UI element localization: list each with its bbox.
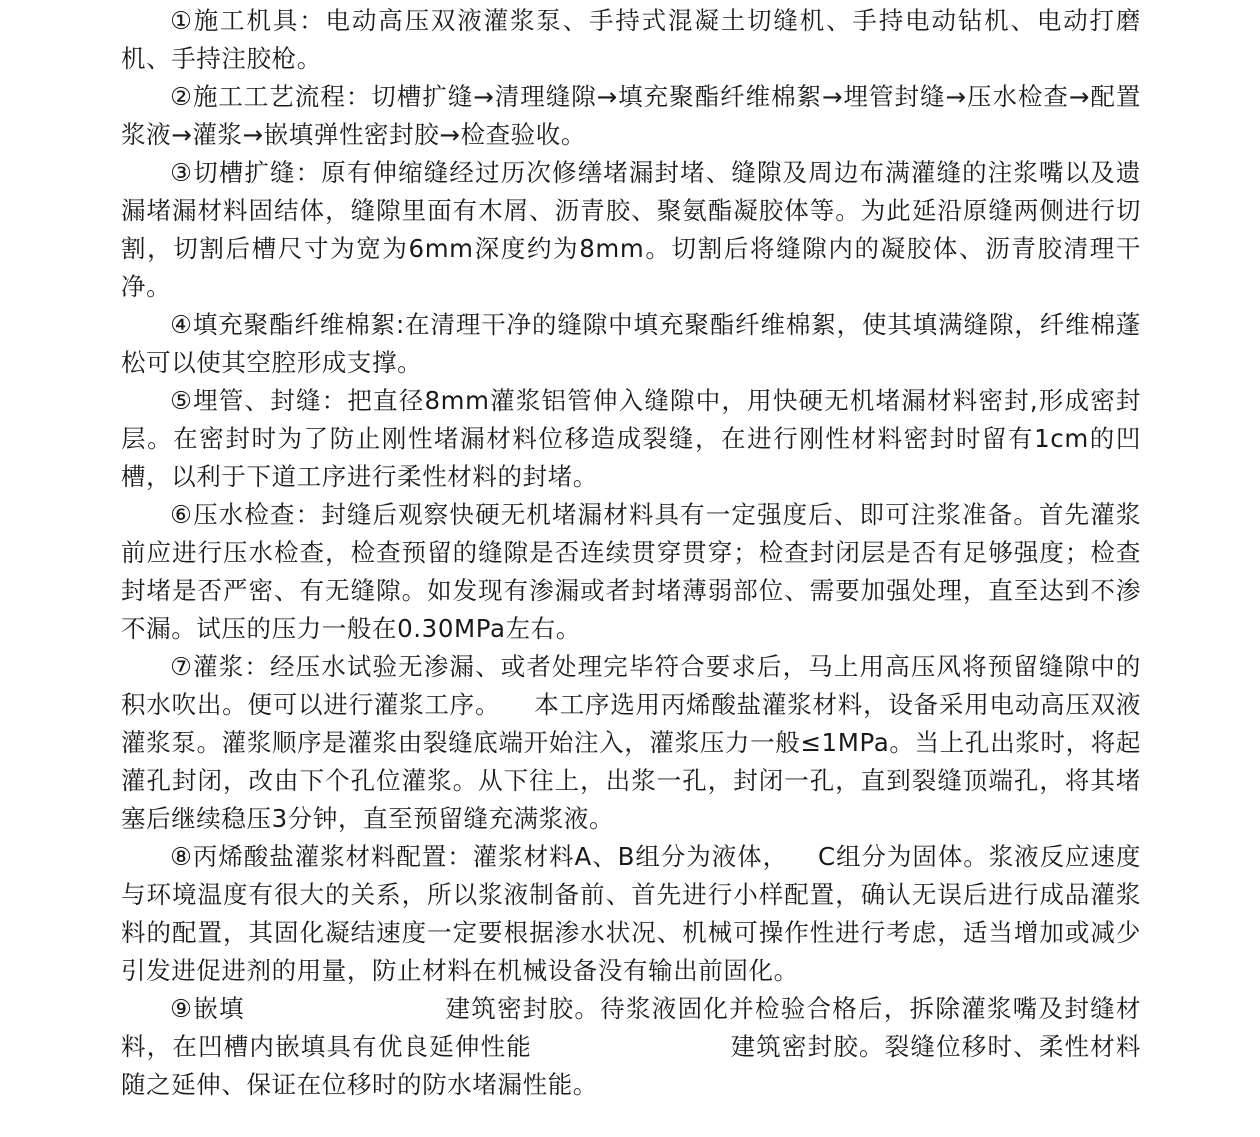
grouting-text-part-1: ⑦灌浆：经压水试验无渗漏、或者处理完毕符合要求后，马上用高压风将预留缝隙中的积水吹出。便可以进行灌浆工序。 xyxy=(121,652,1141,719)
paragraph-grouting xyxy=(121,648,1141,838)
paragraph-embed-seal: ⑤埋管、封缝：把直径8mm灌浆铝管伸入缝隙中，用快硬无机堵漏材料密封,形成密封层。在密封时为了防止刚性堵漏材料位移造成裂缝，在进行刚性材料密封时留有1cm的凹槽，以利于下道工序进行柔性材料的封堵。 xyxy=(121,386,1141,491)
paragraph-pressure-test: ⑥压水检查：封缝后观察快硬无机堵漏材料具有一定强度后、即可注浆准备。首先灌浆前应进行压水检查，检查预留的缝隙是否连续贯穿贯穿；检查封闭层是否有足够强度；检查封堵是否严密、有无缝隙。如发现有渗漏或者封堵薄弱部位、需要加强处理，直至达到不渗不漏。试压的压力一般在0.30MPa左右。 xyxy=(121,500,1141,643)
paragraph-cut-groove: ③切槽扩缝：原有伸缩缝经过历次修缮堵漏封堵、缝隙及周边布满灌缝的注浆嘴以及遗漏堵漏材料固结体，缝隙里面有木屑、沥青胶、聚氨酯凝胶体等。为此延沿原缝两侧进行切割，切割后槽尺寸为宽为6mm深度约为8mm。切割后将缝隙内的凝胶体、沥青胶清理干净。 xyxy=(121,158,1141,301)
document-body xyxy=(121,0,1141,1104)
sealant-text-part-2: 建筑密封胶。待浆液固化并检验合格后，拆除灌浆嘴及封缝材料，在凹槽内嵌填具有优良延伸性能 xyxy=(121,994,1142,1061)
paragraph-sealant-fill xyxy=(121,990,1141,1104)
paragraph-tools: ①施工机具：电动高压双液灌浆泵、手持式混凝土切缝机、手持电动钻机、电动打磨机、手持注胶枪。 xyxy=(121,6,1141,73)
paragraph-process-flow: ②施工工艺流程：切槽扩缝→清理缝隙→填充聚酯纤维棉絮→埋管封缝→压水检查→配置浆液→灌浆→嵌填弹性密封胶→检查验收。 xyxy=(121,82,1141,149)
paragraph-material-config xyxy=(121,838,1141,990)
paragraph-fill-fiber: ④填充聚酯纤维棉絮:在清理干净的缝隙中填充聚酯纤维棉絮，使其填满缝隙，纤维棉蓬松可以使其空腔形成支撑。 xyxy=(121,310,1141,377)
sealant-text-part-3: 建筑密封胶。裂缝位移时、柔性材料随之延伸、保证在位移时的防水堵漏性能。 xyxy=(121,1032,1141,1099)
material-text-part-1: ⑧丙烯酸盐灌浆材料配置：灌浆材料A、B组分为液体， xyxy=(170,842,789,871)
sealant-text-part-1: ⑨嵌填 xyxy=(170,994,245,1023)
grouting-text-part-2: 本工序选用丙烯酸盐灌浆材料，设备采用电动高压双液灌浆泵。灌浆顺序是灌浆由裂缝底端开始注入，灌浆压力一般≤1MPa。当上孔出浆时，将起灌孔封闭，改由下个孔位灌浆。从下往上，出浆一孔，封闭一孔，直到裂缝顶端孔，将其堵塞后继续稳压3分钟，直至预留缝充满浆液。 xyxy=(121,690,1141,833)
material-text-part-2: C组分为固体。浆液反应速度与环境温度有很大的关系，所以浆液制备前、首先进行小样配置，确认无误后进行成品灌浆料的配置，其固化凝结速度一定要根据渗水状况、机械可操作性进行考虑，适当增加或减少引发进促进剂的用量，防止材料在机械设备没有输出前固化。 xyxy=(121,842,1142,985)
